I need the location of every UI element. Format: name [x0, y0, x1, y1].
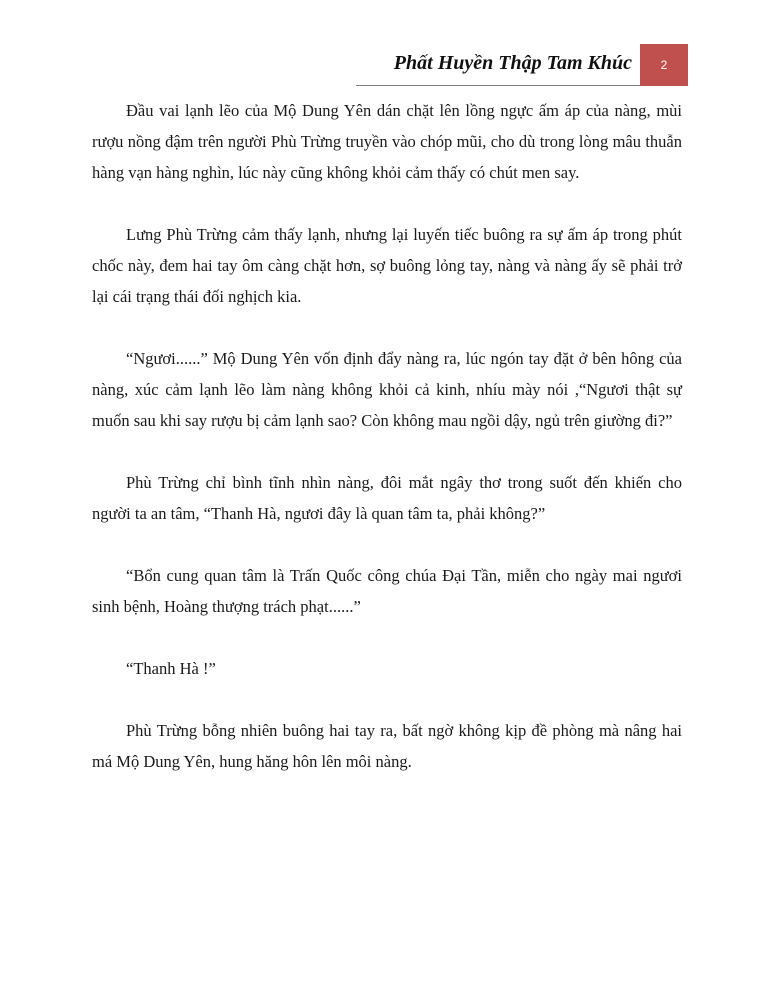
paragraph: Lưng Phù Trừng cảm thấy lạnh, nhưng lại luyến tiếc buông ra sự ấm áp trong phút chốc này, đem hai tay ôm càng chặt hơn, sợ buông lỏng tay, nàng và nàng ấy sẽ phải trở lại cái trạng thái đối nghịch kia.: [92, 225, 682, 306]
paragraph: Phù Trừng bỗng nhiên buông hai tay ra, bất ngờ không kịp đề phòng mà nâng hai má Mộ Dung Yên, hung hăng hôn lên môi nàng.: [92, 721, 682, 771]
paragraph: Đầu vai lạnh lẽo của Mộ Dung Yên dán chặt lên lồng ngực ấm áp của nàng, mùi rượu nồng đậm trên người Phù Trừng truyền vào chóp mũi, cho dù trong lòng mâu thuẫn hàng vạn hàng nghìn, lúc này cũng không khỏi cảm thấy có chút men say.: [92, 101, 682, 182]
header-divider: [356, 85, 640, 86]
paragraph: “Ngươi......” Mộ Dung Yên vốn định đẩy nàng ra, lúc ngón tay đặt ở bên hông của nàng, xúc cảm lạnh lẽo làm nàng không khỏi cả kinh, nhíu mày nói ,“Ngươi thật sự muốn sau khi say rượu bị cảm lạnh sao? Còn không mau ngồi dậy, ngủ trên giường đi?”: [92, 349, 682, 430]
paragraph: “Bổn cung quan tâm là Trấn Quốc công chúa Đại Tần, miễn cho ngày mai ngươi sinh bệnh, Hoàng thượng trách phạt......”: [92, 566, 682, 616]
paragraph: Phù Trừng chỉ bình tĩnh nhìn nàng, đôi mắt ngây thơ trong suốt đến khiến cho người ta an tâm, “Thanh Hà, ngươi đây là quan tâm ta, phải không?”: [92, 473, 682, 523]
paragraph: “Thanh Hà !”: [126, 659, 216, 678]
page-number-badge: 2: [640, 44, 688, 86]
document-body: [92, 95, 682, 777]
book-title: Phất Huyền Thập Tam Khúc: [393, 52, 632, 74]
page-header: [0, 44, 772, 86]
